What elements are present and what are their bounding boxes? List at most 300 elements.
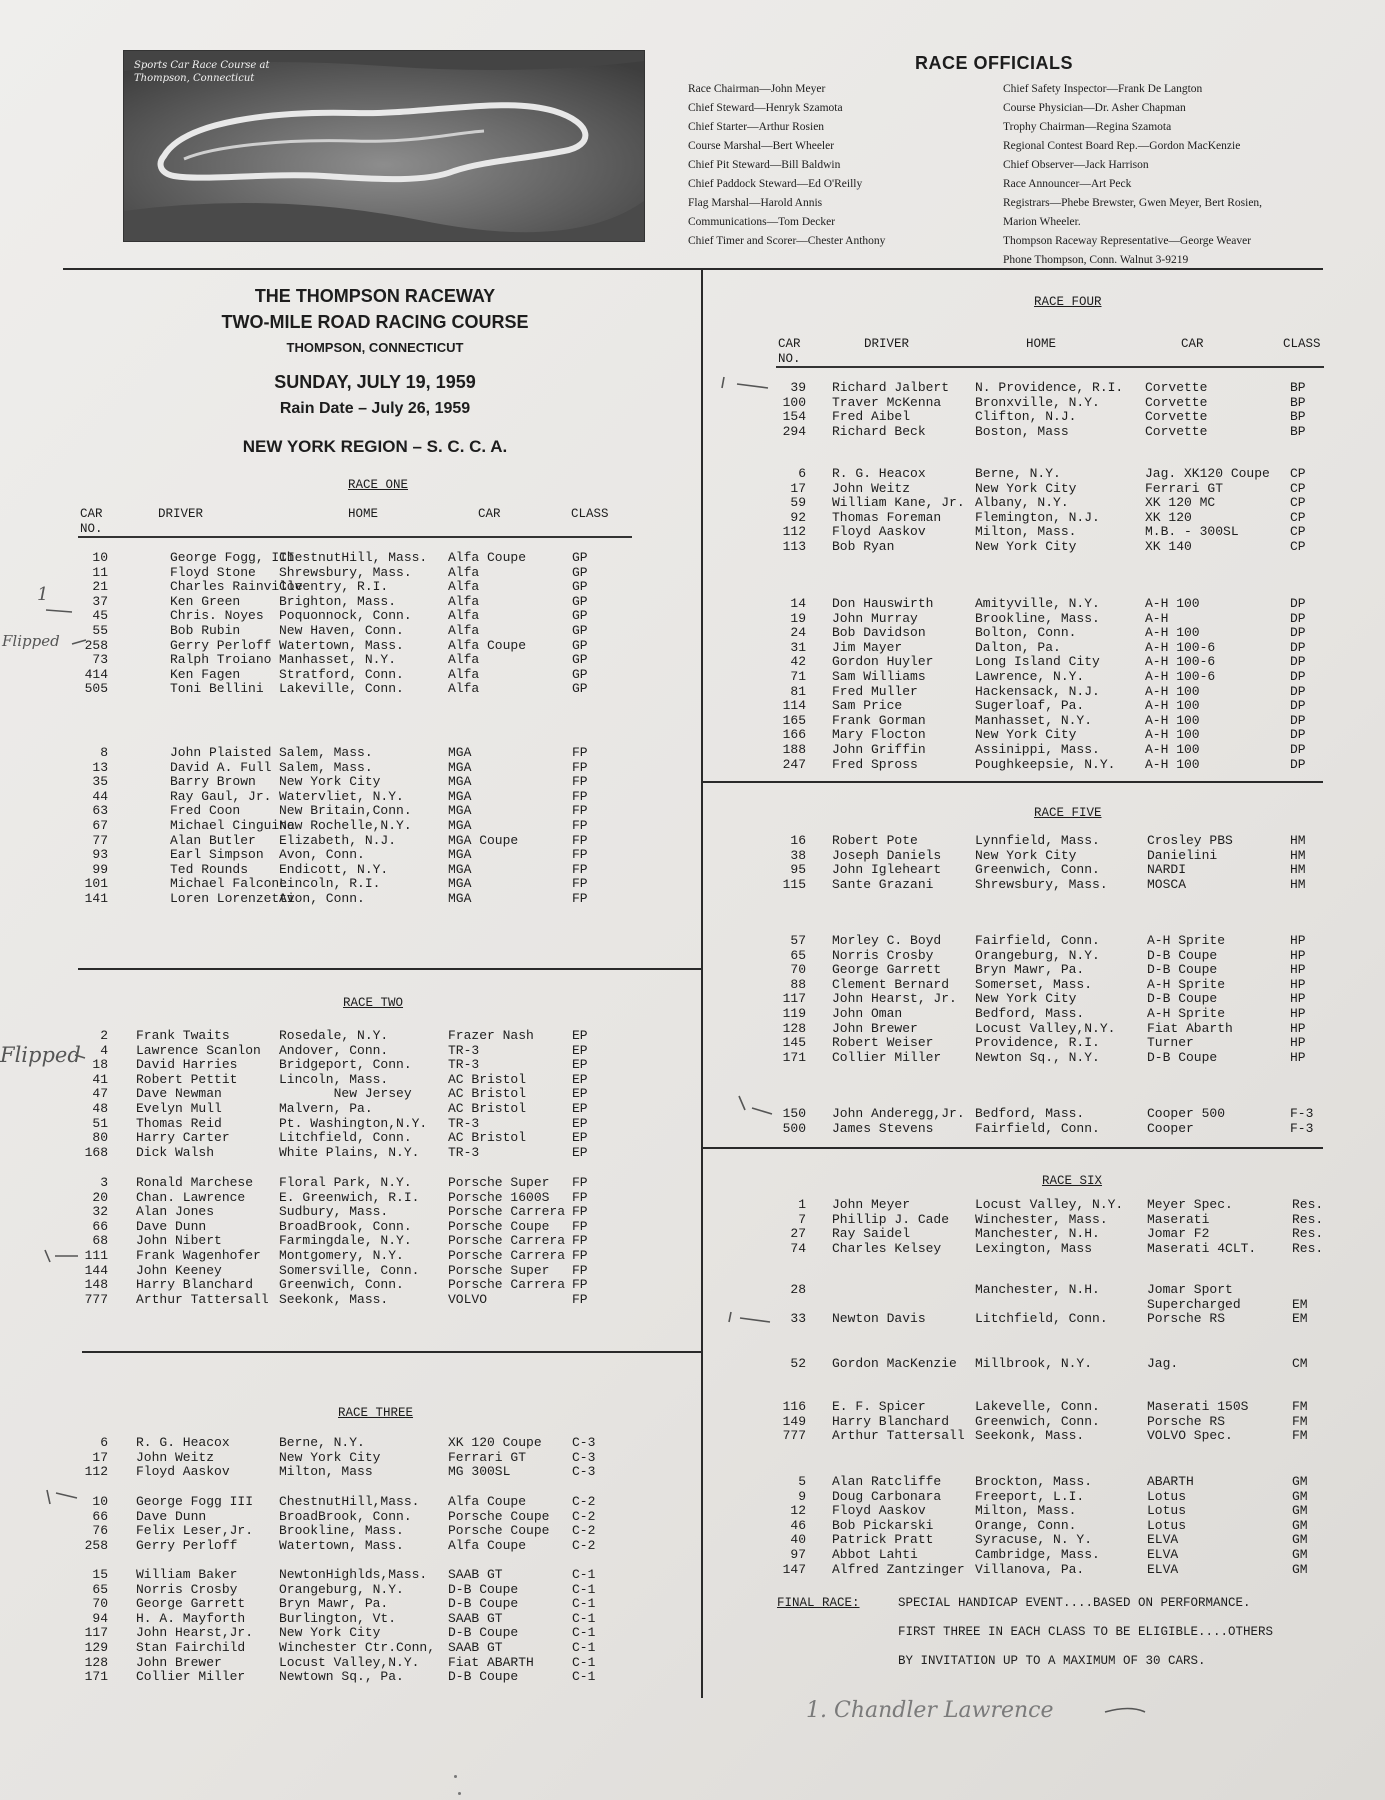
entry-home: New York City xyxy=(279,774,381,790)
entry-class: Res. xyxy=(1292,1240,1324,1256)
entry-row xyxy=(0,699,1385,714)
entry-car: SAAB GT xyxy=(448,1640,503,1655)
entry-home: New York City xyxy=(279,1625,381,1641)
entry-home: Shrewsbury, Mass. xyxy=(279,564,412,580)
entry-home: Lincoln, R.I. xyxy=(279,876,381,892)
entry-row xyxy=(0,834,1385,849)
entry-no: 33 xyxy=(790,1311,806,1327)
entry-driver: Ray Saidel xyxy=(832,1226,911,1242)
entry-driver: Frank Gorman xyxy=(832,712,926,728)
entry-car: D-B Coupe xyxy=(448,1596,519,1612)
entry-row xyxy=(0,963,1385,978)
entry-car: Corvette xyxy=(1145,380,1208,395)
entry-class: Res. xyxy=(1292,1197,1324,1212)
entry-class: Res. xyxy=(1292,1226,1324,1242)
entry-home: Shrewsbury, Mass. xyxy=(975,876,1108,892)
entry-car: A-H 100 xyxy=(1145,727,1200,743)
entry-car: Porsche Coupe xyxy=(448,1218,550,1234)
entry-row xyxy=(0,1198,1385,1213)
official-entry: Communications—Tom Decker xyxy=(688,216,836,228)
entry-home: Clifton, N.J. xyxy=(975,409,1077,425)
entry-driver: Floyd Stone xyxy=(170,564,256,580)
entry-no: 47 xyxy=(92,1086,108,1102)
entry-car: TR-3 xyxy=(448,1144,480,1160)
entry-class: FP xyxy=(572,774,588,790)
entry-class: EP xyxy=(572,1101,588,1116)
entry-no: 95 xyxy=(790,862,806,878)
entry-driver: R. G. Heacox xyxy=(136,1435,230,1450)
entry-no: 4 xyxy=(100,1042,108,1058)
entry-class: FP xyxy=(572,832,588,848)
handwritten-flipped-note-1: Flipped xyxy=(2,632,60,650)
entry-home: Lexington, Mass xyxy=(975,1240,1093,1256)
entry-driver: Richard Beck xyxy=(832,423,926,439)
entry-car: TR-3 xyxy=(448,1057,480,1073)
entry-no: 68 xyxy=(92,1233,108,1249)
entry-no: 505 xyxy=(84,681,108,697)
entry-car: Cooper xyxy=(1147,1120,1194,1136)
col4-driver: DRIVER xyxy=(864,337,910,351)
entry-no: 777 xyxy=(84,1291,108,1307)
entry-no: 99 xyxy=(92,861,108,877)
entry-no: 10 xyxy=(92,550,108,565)
entry-no: 13 xyxy=(92,759,108,775)
entry-row xyxy=(0,1400,1385,1415)
official-entry: Chief Safety Inspector—Frank De Langton xyxy=(1003,83,1203,95)
rain-date: Rain Date – July 26, 1959 xyxy=(279,400,471,417)
entry-class: HP xyxy=(1290,933,1306,948)
entry-driver: Gordon Huyler xyxy=(832,654,934,670)
entry-car: Danielini xyxy=(1147,847,1218,863)
entry-home: Watervliet, N.Y. xyxy=(279,788,404,804)
entry-home: New Britain,Conn. xyxy=(279,803,412,819)
entry-car: Cooper 500 xyxy=(1147,1106,1226,1121)
entry-home: Fairfield, Conn. xyxy=(975,1120,1100,1136)
entry-driver: R. G. Heacox xyxy=(832,466,926,481)
entry-car: VOLVO Spec. xyxy=(1147,1428,1233,1444)
entry-driver: Don Hauswirth xyxy=(832,596,934,611)
entry-row xyxy=(0,666,1385,685)
entry-home: Berne, N.Y. xyxy=(279,1435,365,1450)
entry-home: Dalton, Pa. xyxy=(975,639,1061,655)
entry-no: 18 xyxy=(92,1057,108,1073)
entry-class: FP xyxy=(572,1175,588,1190)
entry-row xyxy=(0,580,1385,595)
entry-home: Milton, Mass xyxy=(279,1464,373,1480)
entry-no: 1 xyxy=(798,1197,806,1212)
entry-car: D-B Coupe xyxy=(448,1625,519,1641)
entry-row xyxy=(0,1242,1385,1257)
entry-driver: Arthur Tattersall xyxy=(136,1291,269,1307)
entry-no: 17 xyxy=(790,480,806,496)
entry-class: BP xyxy=(1290,394,1306,410)
entry-driver: Bob Rubin xyxy=(170,623,241,638)
entry-no: 59 xyxy=(790,495,806,511)
race-six-title: RACE SIX xyxy=(1042,1174,1103,1188)
entry-driver: Floyd Aaskov xyxy=(832,524,926,540)
entry-no: 40 xyxy=(790,1532,806,1548)
entry-class: GP xyxy=(572,652,588,668)
entry-class: FP xyxy=(572,876,588,892)
entry-class: C-1 xyxy=(572,1654,596,1670)
entry-no: 115 xyxy=(782,876,806,892)
entry-home: Brookline, Mass. xyxy=(279,1523,404,1539)
entry-row xyxy=(0,425,1385,440)
entry-car: Porsche 1600S xyxy=(448,1189,550,1205)
entry-driver: Charles Rainville xyxy=(170,579,303,595)
entry-class: DP xyxy=(1290,610,1306,626)
entry-no: 66 xyxy=(92,1218,108,1234)
entry-car: XK 120 MC xyxy=(1145,495,1216,511)
entry-car: Corvette xyxy=(1145,423,1208,439)
entry-home: Bedford, Mass. xyxy=(975,1106,1085,1121)
entry-no: 101 xyxy=(84,876,108,892)
entry-home: Amityville, N.Y. xyxy=(975,596,1100,611)
entry-car: D-B Coupe xyxy=(1147,1049,1218,1065)
entry-home: Millbrook, N.Y. xyxy=(975,1356,1093,1371)
entry-car: Crosley PBS xyxy=(1147,833,1233,848)
entry-driver: John Weitz xyxy=(832,480,911,496)
entry-driver: Jim Mayer xyxy=(832,639,903,655)
entry-home: Orange, Conn. xyxy=(975,1517,1077,1533)
entry-home: Brookline, Mass. xyxy=(975,610,1100,626)
entry-driver: Norris Crosby xyxy=(832,947,934,963)
entry-driver: Alan Ratcliffe xyxy=(832,1474,942,1489)
entry-class: HP xyxy=(1290,1020,1306,1036)
entry-no: 48 xyxy=(92,1101,108,1116)
entry-home: Berne, N.Y. xyxy=(975,466,1061,481)
entry-no: 12 xyxy=(790,1503,806,1519)
entry-class: EP xyxy=(572,1057,588,1073)
entry-car: AC Bristol xyxy=(448,1071,527,1087)
entry-car: MGA xyxy=(448,803,472,819)
entry-driver: Floyd Aaskov xyxy=(136,1464,230,1480)
entry-no: 147 xyxy=(782,1561,806,1577)
entry-driver: Gerry Perloff xyxy=(170,637,272,653)
entry-row xyxy=(0,623,1385,641)
entry-car: A-H 100 xyxy=(1145,683,1200,699)
entry-no: 117 xyxy=(84,1625,108,1641)
entry-home: Litchfield, Conn. xyxy=(975,1311,1108,1327)
entry-car: Alfa xyxy=(448,564,480,580)
entry-class: GP xyxy=(572,593,588,609)
entry-class: HP xyxy=(1290,1006,1306,1021)
entry-no: 414 xyxy=(84,666,108,682)
entry-driver: Gerry Perloff xyxy=(136,1537,238,1553)
entry-driver: John Anderegg,Jr. xyxy=(832,1106,965,1121)
entry-driver: Richard Jalbert xyxy=(832,380,950,395)
entry-no: 258 xyxy=(84,637,108,653)
entry-driver: Ronald Marchese xyxy=(136,1175,254,1190)
entry-class: C-1 xyxy=(572,1640,596,1655)
entry-no: 44 xyxy=(92,788,108,804)
entry-car: Alfa xyxy=(448,579,480,595)
entry-driver: Michael Falcone xyxy=(170,876,288,892)
entry-driver: Stan Fairchild xyxy=(136,1640,246,1655)
entry-row xyxy=(0,1504,1385,1519)
entry-driver: Loren Lorenzetti xyxy=(170,891,295,906)
entry-home: Avon, Conn. xyxy=(279,891,365,906)
entry-class: F-3 xyxy=(1290,1120,1314,1136)
entry-home: Litchfield, Conn. xyxy=(279,1130,412,1146)
entry-car: Alfa xyxy=(448,593,480,609)
entry-class: HP xyxy=(1290,976,1306,992)
official-entry: Race Announcer—Art Peck xyxy=(1003,178,1132,190)
entry-no: 128 xyxy=(782,1020,806,1036)
entry-no: 7 xyxy=(798,1211,806,1227)
entry-home: Bryn Mawr, Pa. xyxy=(279,1596,389,1612)
entry-home: Endicott, N.Y. xyxy=(279,861,389,877)
entry-class: GP xyxy=(572,666,588,682)
entry-home: NewtonHighlds,Mass. xyxy=(279,1567,428,1582)
entry-driver: Mary Flocton xyxy=(832,727,926,743)
entry-car: A-H 100 xyxy=(1145,756,1200,772)
entry-driver: Fred Muller xyxy=(832,683,918,699)
entry-no: 144 xyxy=(84,1262,108,1278)
entry-class: HM xyxy=(1290,862,1306,878)
entry-no: 141 xyxy=(84,891,108,906)
entry-home: Lakevelle, Conn. xyxy=(975,1399,1100,1414)
entry-home: Freeport, L.I. xyxy=(975,1488,1085,1504)
entry-home: Manhasset, N.Y. xyxy=(975,712,1093,728)
col-driver: DRIVER xyxy=(158,507,204,521)
entry-home: Locust Valley,N.Y. xyxy=(279,1654,420,1670)
entry-home: Floral Park, N.Y. xyxy=(279,1175,412,1190)
official-entry: Regional Contest Board Rep.—Gordon MacKenzie xyxy=(1003,140,1241,152)
entry-class: BP xyxy=(1290,423,1306,439)
entry-class: GM xyxy=(1292,1547,1308,1562)
officials-left-column xyxy=(688,80,885,251)
entry-home: Locust Valley,N.Y. xyxy=(975,1020,1116,1036)
entry-car: Alfa Coupe xyxy=(448,1537,527,1553)
entry-home: Salem, Mass. xyxy=(279,759,373,775)
entry-no: 45 xyxy=(92,608,108,624)
entry-class: BP xyxy=(1290,409,1306,425)
entry-car: MGA xyxy=(448,774,472,790)
entry-home: Syracuse, N. Y. xyxy=(975,1532,1093,1548)
entry-car: A-H 100 xyxy=(1145,742,1200,757)
entry-row xyxy=(0,819,1385,834)
entry-car: Corvette xyxy=(1145,394,1208,410)
entry-class: FP xyxy=(572,1218,588,1234)
entry-row xyxy=(0,878,1385,893)
entry-driver: Bob Pickarski xyxy=(832,1517,934,1533)
entry-home: Winchester, Mass. xyxy=(975,1211,1108,1227)
entry-no: 63 xyxy=(92,803,108,819)
entry-driver: Dave Dunn xyxy=(136,1218,207,1234)
entry-home: Coventry, R.I. xyxy=(279,579,389,595)
entry-home: Watertown, Mass. xyxy=(279,1537,404,1553)
entry-driver: Thomas Foreman xyxy=(832,509,942,525)
entry-home: Orangeburg, N.Y. xyxy=(975,947,1100,963)
entry-driver: Harry Blanchard xyxy=(832,1413,950,1429)
entry-row xyxy=(0,1107,1385,1122)
entry-row xyxy=(0,1312,1385,1327)
course-title: TWO-MILE ROAD RACING COURSE xyxy=(221,312,529,332)
entry-home: Cambridge, Mass. xyxy=(975,1547,1100,1562)
region-title: NEW YORK REGION – S. C. C. A. xyxy=(242,437,508,456)
entry-no: 112 xyxy=(84,1464,108,1480)
entry-driver: David A. Full xyxy=(170,759,272,775)
smudge xyxy=(454,1775,457,1778)
entry-row xyxy=(0,775,1385,790)
entry-row xyxy=(0,1036,1385,1051)
entry-car: Porsche Coupe xyxy=(448,1523,550,1539)
entry-class: EP xyxy=(572,1028,588,1043)
entry-no: 24 xyxy=(790,625,806,641)
top-divider xyxy=(63,268,1323,270)
entry-driver: Newton Davis xyxy=(832,1311,926,1327)
entry-home: Avon, Conn. xyxy=(279,847,365,863)
entry-home: Seekonk, Mass. xyxy=(279,1291,389,1307)
entry-no: 129 xyxy=(84,1640,108,1655)
col4-class: CLASS xyxy=(1283,337,1321,351)
entry-no: 119 xyxy=(782,1006,806,1021)
entry-car: XK 120 Coupe xyxy=(448,1435,542,1450)
entry-car: NARDI xyxy=(1147,862,1187,878)
entry-car: Frazer Nash xyxy=(448,1028,534,1043)
entry-car: Fiat Abarth xyxy=(1147,1020,1233,1036)
entry-row xyxy=(0,381,1385,396)
entry-home: Malvern, Pa. xyxy=(279,1101,373,1116)
entry-class: EM xyxy=(1292,1296,1308,1312)
entry-home: Assinippi, Mass. xyxy=(975,742,1100,757)
entry-class: C-3 xyxy=(572,1435,596,1450)
entry-class: C-2 xyxy=(572,1537,596,1553)
entry-driver: Ken Green xyxy=(170,593,241,609)
entry-class: EP xyxy=(572,1130,588,1146)
entry-no: 116 xyxy=(782,1399,806,1414)
entry-car: Alfa xyxy=(448,666,480,682)
entry-no: 80 xyxy=(92,1130,108,1146)
handwritten-mark: 1 xyxy=(37,584,49,605)
entry-car: Porsche RS xyxy=(1147,1311,1226,1327)
entry-no: 14 xyxy=(790,596,806,611)
entry-car: Meyer Spec. xyxy=(1147,1197,1233,1212)
entry-no: 171 xyxy=(782,1049,806,1065)
entry-no: 88 xyxy=(790,976,806,992)
entry-car: ELVA xyxy=(1147,1547,1179,1562)
entry-home: Bryn Mawr, Pa. xyxy=(975,962,1085,978)
entry-class: DP xyxy=(1290,639,1306,655)
entry-car: D-B Coupe xyxy=(1147,991,1218,1007)
official-entry: Course Marshal—Bert Wheeler xyxy=(688,140,835,152)
entry-class: GP xyxy=(572,681,588,697)
entry-class: CP xyxy=(1290,524,1306,540)
entry-row xyxy=(0,1146,1385,1161)
entry-car: ELVA xyxy=(1147,1532,1179,1548)
entry-row xyxy=(0,496,1385,511)
entry-driver: Joseph Daniels xyxy=(832,847,942,863)
handwritten-signature: 1. Chandler Lawrence xyxy=(806,1698,1054,1723)
entry-home: Sugerloaf, Pa. xyxy=(975,698,1085,714)
entry-car: D-B Coupe xyxy=(1147,947,1218,963)
entry-car: XK 140 xyxy=(1145,539,1192,554)
entry-home: Greenwich, Conn. xyxy=(975,862,1100,878)
entry-no: 81 xyxy=(790,683,806,699)
entry-home: Rosedale, N.Y. xyxy=(279,1028,389,1043)
official-entry: Chief Pit Steward—Bill Baldwin xyxy=(688,159,841,171)
entry-home: Lakeville, Conn. xyxy=(279,681,404,697)
entry-class: FP xyxy=(572,1248,588,1263)
official-entry: Race Chairman—John Meyer xyxy=(688,83,826,95)
entry-no: 67 xyxy=(92,818,108,833)
entry-class: DP xyxy=(1290,596,1306,611)
entry-class: GM xyxy=(1292,1561,1308,1577)
entry-row xyxy=(0,593,1385,612)
entry-class: GM xyxy=(1292,1503,1308,1519)
entry-class: FP xyxy=(572,1291,588,1307)
entry-class: FP xyxy=(572,788,588,804)
race-three-title: RACE THREE xyxy=(338,1406,414,1420)
entry-home: Newton Sq., N.Y. xyxy=(975,1049,1100,1065)
entry-class: HM xyxy=(1290,876,1306,892)
entry-no: 93 xyxy=(92,847,108,863)
entry-class: BP xyxy=(1290,380,1306,395)
entry-class: DP xyxy=(1290,756,1306,772)
entry-no: 777 xyxy=(782,1428,806,1444)
entry-driver: John Griffin xyxy=(832,742,926,757)
entry-row xyxy=(0,1429,1385,1444)
entry-car: Supercharged xyxy=(1147,1296,1241,1312)
entry-car: Porsche Carrera xyxy=(448,1277,566,1293)
entry-car: Porsche Carrera xyxy=(448,1248,566,1263)
entry-home: Albany, N.Y. xyxy=(975,495,1069,511)
entry-driver: William Baker xyxy=(136,1567,238,1582)
entry-driver: Barry Brown xyxy=(170,774,256,790)
entry-class: GP xyxy=(572,637,588,653)
entry-class: DP xyxy=(1290,727,1306,743)
official-entry: Phone Thompson, Conn. Walnut 3-9219 xyxy=(1003,254,1189,266)
entry-driver: Fred Coon xyxy=(170,803,241,819)
entry-car: Alfa Coupe xyxy=(448,1494,527,1509)
entry-driver: Traver McKenna xyxy=(832,394,942,410)
col-home: HOME xyxy=(348,507,379,521)
entry-home: Somerset, Mass. xyxy=(975,976,1093,992)
entry-class: HP xyxy=(1290,1049,1306,1065)
entry-no: 35 xyxy=(92,774,108,790)
entry-no: 112 xyxy=(782,524,806,540)
entry-car: Maserati 4CLT. xyxy=(1147,1240,1257,1256)
entry-car: Ferrari GT xyxy=(1145,480,1224,496)
entry-driver: Ken Fagen xyxy=(170,666,241,682)
entry-no: 27 xyxy=(790,1226,806,1242)
entry-row xyxy=(0,1563,1385,1578)
entry-car: A-H xyxy=(1145,610,1169,626)
entry-class: CP xyxy=(1290,495,1306,511)
entry-car: MGA xyxy=(448,861,472,877)
entry-driver: Robert Pettit xyxy=(136,1071,238,1087)
entry-row xyxy=(0,1548,1385,1563)
entry-car: Fiat ABARTH xyxy=(448,1654,534,1670)
entry-row xyxy=(0,758,1385,773)
entry-class: FP xyxy=(572,1233,588,1249)
entry-row xyxy=(0,892,1385,907)
entry-class: DP xyxy=(1290,698,1306,714)
entry-home: Farmingdale, N.Y. xyxy=(279,1233,412,1249)
col-car: CAR xyxy=(80,507,103,521)
entry-no: 168 xyxy=(84,1144,108,1160)
entry-no: 31 xyxy=(790,639,806,655)
entry-no: 258 xyxy=(84,1537,108,1553)
entry-driver: John Meyer xyxy=(832,1197,911,1212)
entry-class: FP xyxy=(572,1277,588,1293)
entry-car: A-H 100 xyxy=(1145,625,1200,641)
entry-car: ABARTH xyxy=(1147,1474,1194,1489)
officials-title: RACE OFFICIALS xyxy=(915,53,1073,73)
entry-car: Ferrari GT xyxy=(448,1449,527,1465)
entry-home: Boston, Mass xyxy=(975,423,1069,439)
